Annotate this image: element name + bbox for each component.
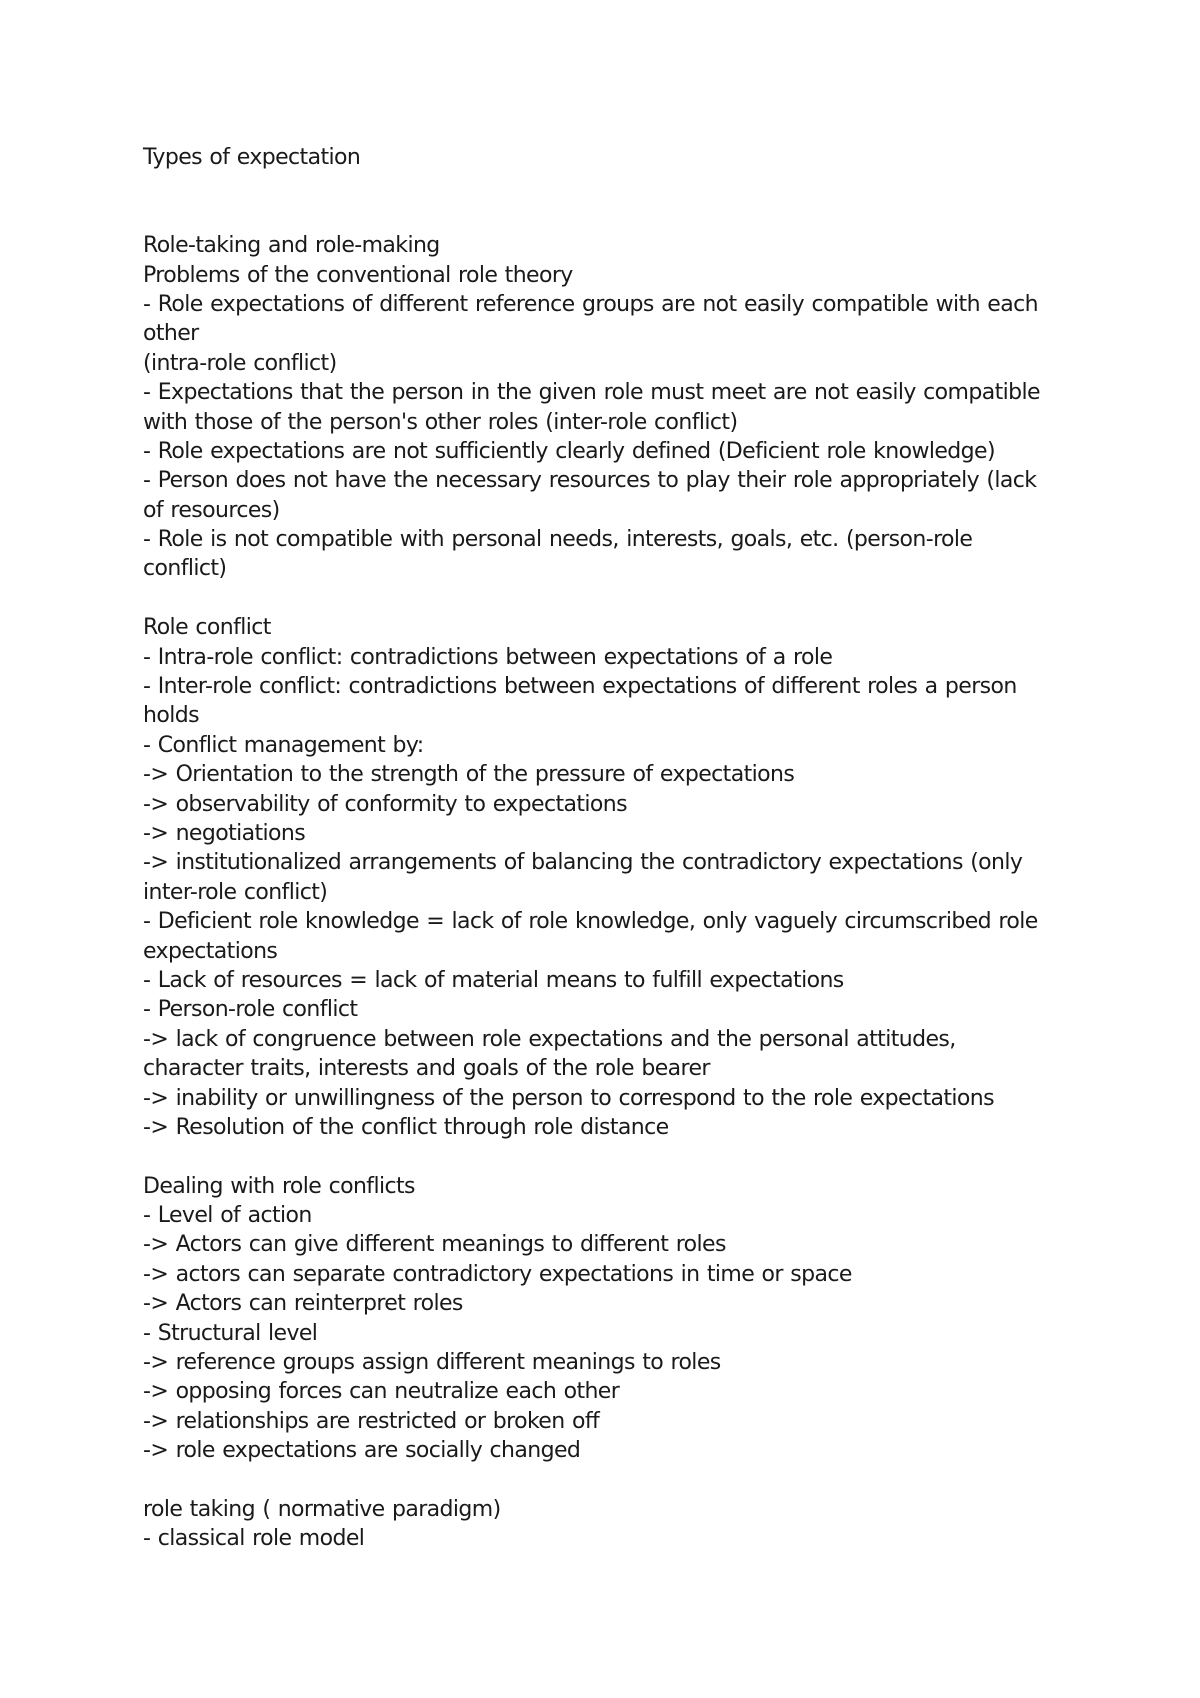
- text-line: -> Resolution of the conflict through role distance: [143, 1114, 669, 1140]
- text-line: -> Orientation to the strength of the pressure of expectations: [143, 762, 795, 788]
- blank-line: [143, 202, 1083, 231]
- text-line: - Deficient role knowledge = lack of role knowledge, only vaguely circumscribed role: [143, 909, 1038, 935]
- text-line: -> lack of congruence between role expectations and the personal attitudes,: [143, 1026, 956, 1052]
- text-line: -> actors can separate contradictory expectations in time or space: [143, 1261, 852, 1287]
- text-line: -> Actors can reinterpret roles: [143, 1291, 463, 1317]
- text-line: - Person does not have the necessary resources to play their role appropriately (lack: [143, 468, 1037, 494]
- text-line: - Role expectations are not sufficiently clearly defined (Deficient role knowledge): [143, 438, 995, 464]
- text-line: -> observability of conformity to expectations: [143, 791, 627, 817]
- text-line: -> institutionalized arrangements of balancing the contradictory expectations (only: [143, 850, 1023, 876]
- text-line: -> negotiations: [143, 820, 306, 846]
- text-line: - Person-role conflict: [143, 997, 358, 1023]
- blank-line: [143, 172, 1083, 201]
- document-text: [143, 143, 1083, 1554]
- text-line: holds: [143, 703, 199, 729]
- blank-line: [143, 584, 1083, 613]
- text-line: -> relationships are restricted or broken off: [143, 1408, 600, 1434]
- text-line: - classical role model: [143, 1526, 365, 1552]
- text-line: - Intra-role conflict: contradictions between expectations of a role: [143, 644, 833, 670]
- text-line: character traits, interests and goals of the role bearer: [143, 1056, 710, 1082]
- subheading: Problems of the conventional role theory: [143, 262, 573, 288]
- document-title: Types of expectation: [143, 145, 361, 170]
- section-heading: Role-taking and role-making: [143, 233, 440, 259]
- text-line: -> role expectations are socially changed: [143, 1438, 581, 1464]
- text-line: -> inability or unwillingness of the person to correspond to the role expectations: [143, 1085, 994, 1111]
- text-line: -> reference groups assign different meanings to roles: [143, 1350, 721, 1376]
- text-line: with those of the person's other roles (inter-role conflict): [143, 409, 738, 435]
- blank-line: [143, 1466, 1083, 1495]
- text-line: - Conflict management by:: [143, 732, 424, 758]
- text-line: other: [143, 321, 199, 347]
- text-line: - Role expectations of different reference groups are not easily compatible with each: [143, 291, 1038, 317]
- text-line: - Role is not compatible with personal needs, interests, goals, etc. (person-role: [143, 527, 973, 553]
- section-heading: role taking ( normative paradigm): [143, 1496, 501, 1522]
- text-line: (intra-role conflict): [143, 350, 337, 376]
- text-line: - Structural level: [143, 1320, 318, 1346]
- text-line: expectations: [143, 938, 278, 964]
- section-heading: Dealing with role conflicts: [143, 1173, 415, 1199]
- text-line: - Inter-role conflict: contradictions between expectations of different roles a person: [143, 674, 1017, 700]
- text-line: inter-role conflict): [143, 879, 328, 905]
- text-line: - Level of action: [143, 1203, 312, 1229]
- text-line: -> opposing forces can neutralize each other: [143, 1379, 620, 1405]
- text-line: - Expectations that the person in the given role must meet are not easily compatible: [143, 380, 1040, 406]
- text-line: conflict): [143, 556, 227, 582]
- blank-line: [143, 1142, 1083, 1171]
- section-heading: Role conflict: [143, 615, 271, 641]
- text-line: -> Actors can give different meanings to different roles: [143, 1232, 726, 1258]
- text-line: of resources): [143, 497, 280, 523]
- text-line: - Lack of resources = lack of material means to fulfill expectations: [143, 967, 844, 993]
